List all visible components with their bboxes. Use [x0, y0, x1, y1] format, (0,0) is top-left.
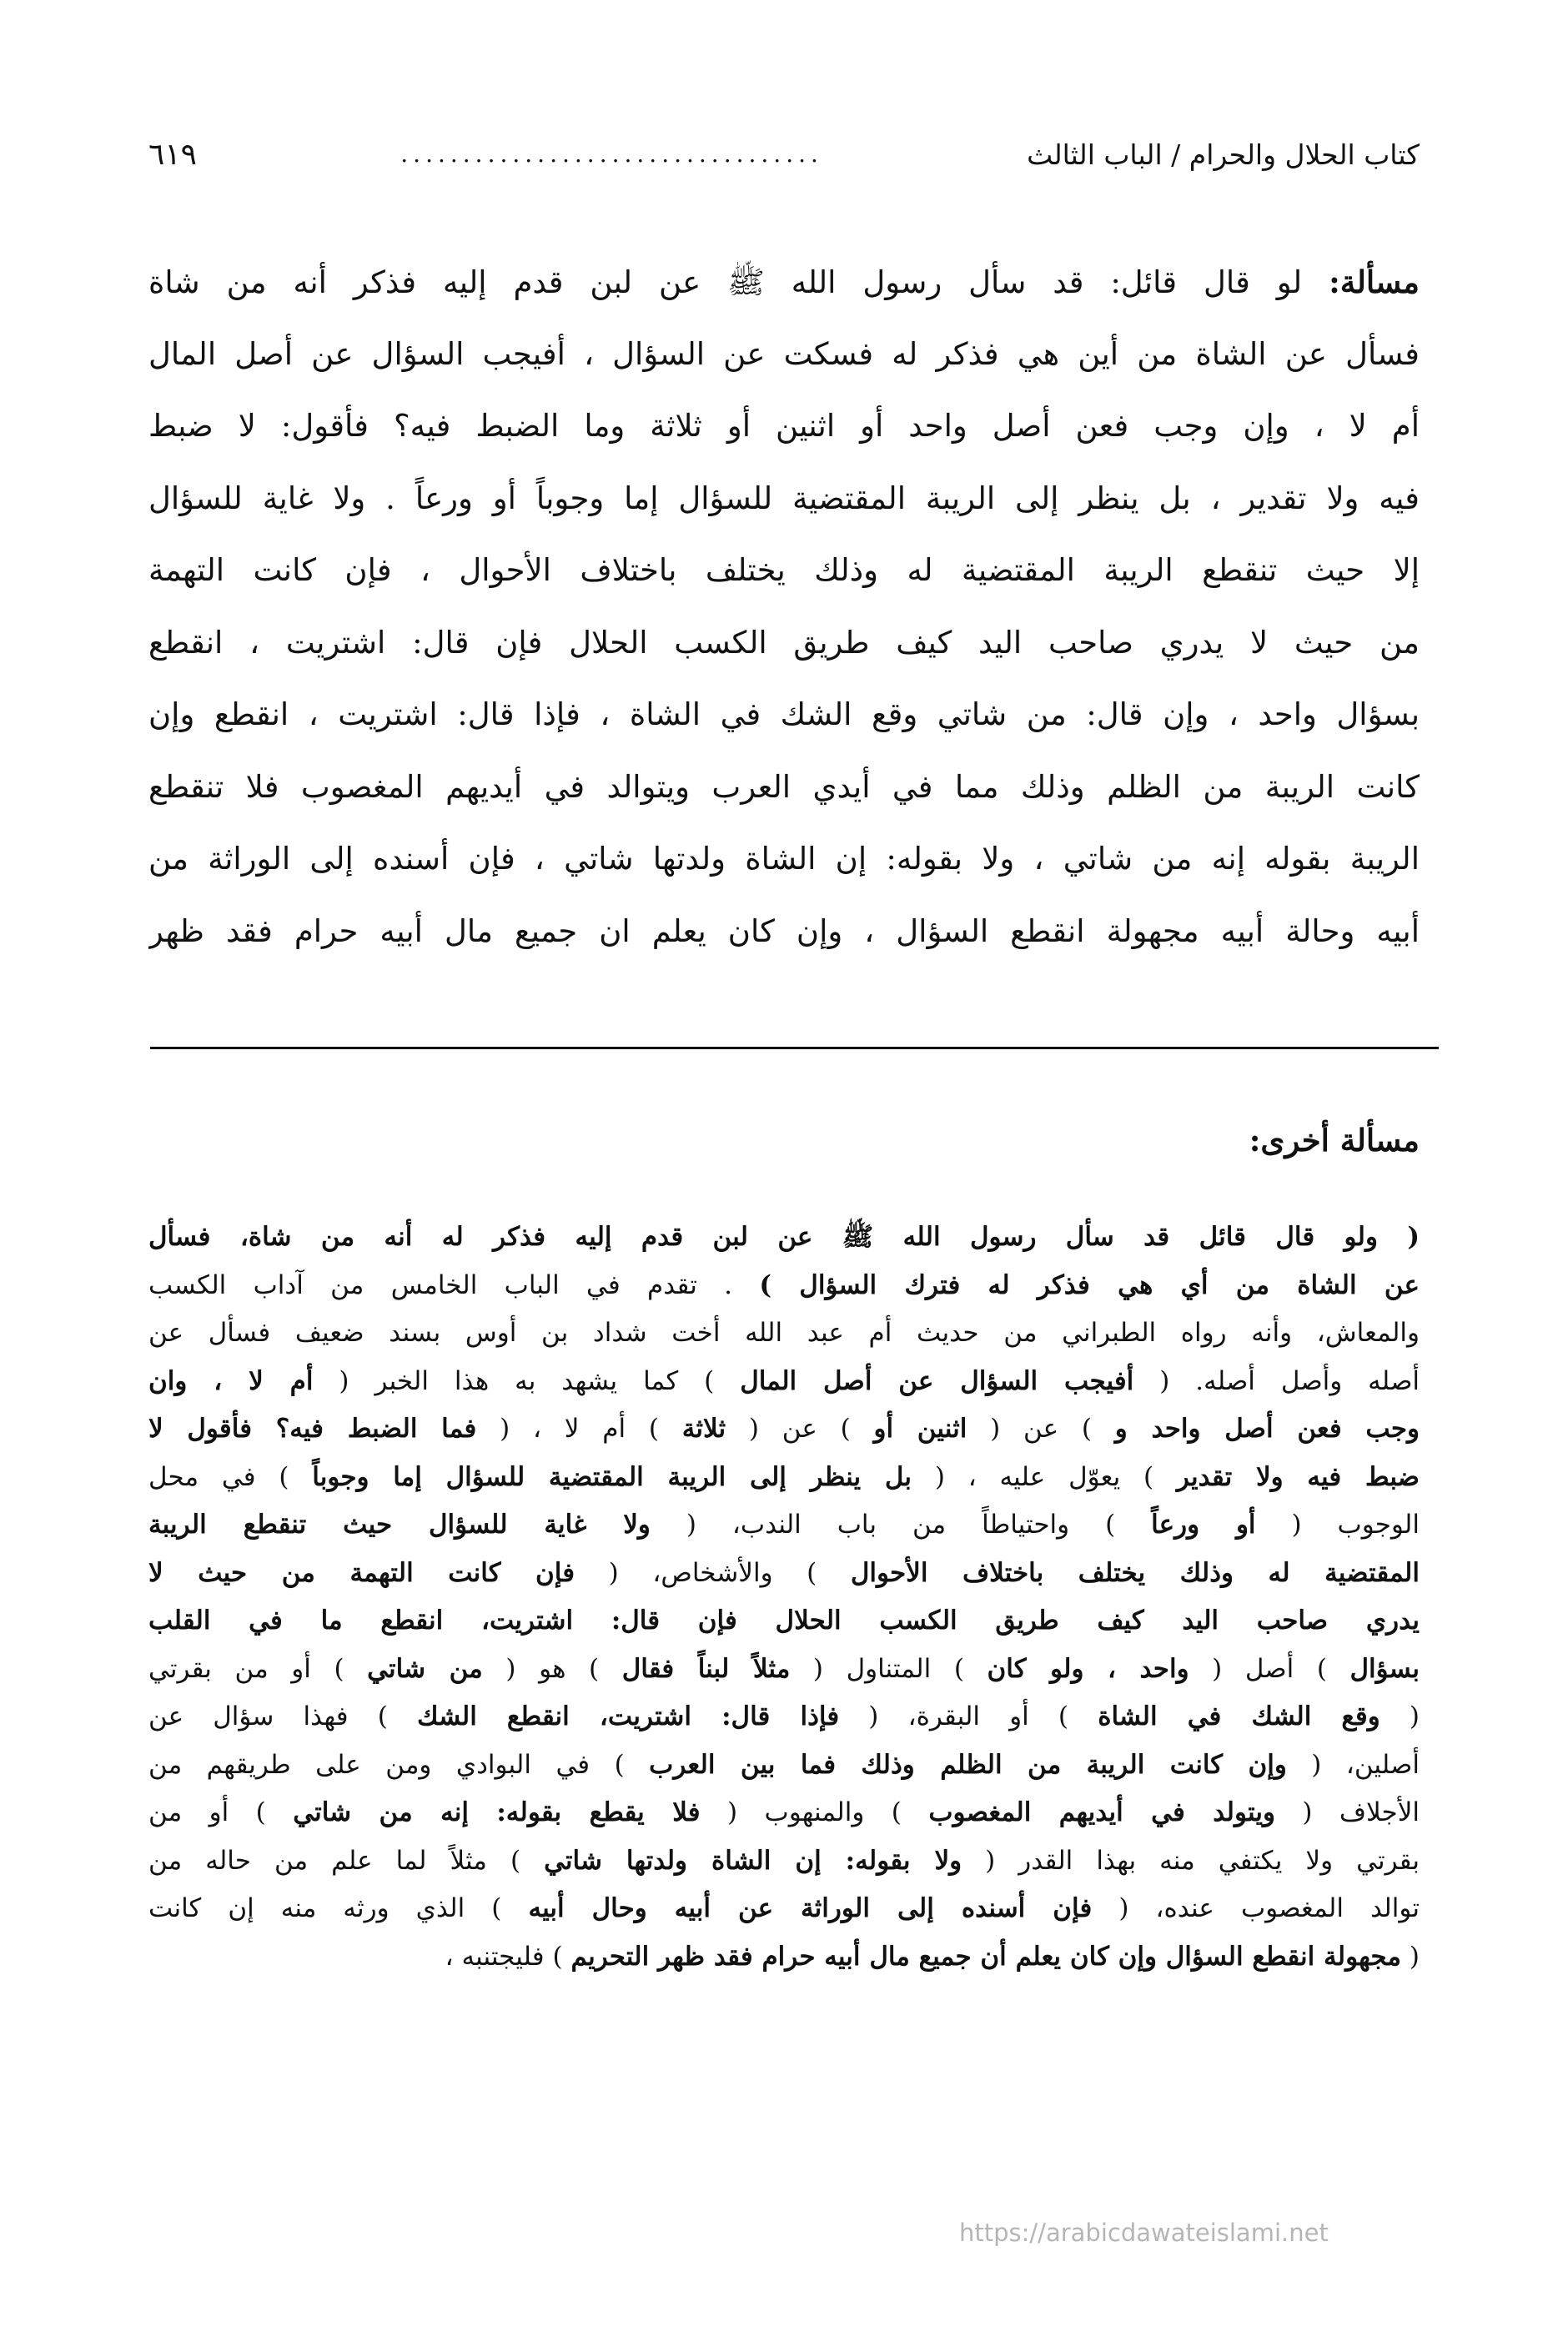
main-text-line: كانت الريبة من الظلم وذلك مما في أيدي العرب ويتوالد في أيديهم المغصوب فلا تنقطع [148, 768, 1420, 805]
commentary-line [148, 1597, 1420, 1646]
commentary-run: أصله وأصل أصله. ( [1133, 1365, 1420, 1396]
commentary-line [148, 1309, 1420, 1358]
watermark: https://arabicdawateislami.net [959, 2219, 1329, 2247]
commentary-line [148, 1214, 1420, 1262]
commentary-run: ( [1380, 1701, 1420, 1731]
commentary-run: ) أم لا ، ( [476, 1414, 682, 1444]
quoted-main-text: فإن أسنده إلى الوراثة عن أبيه وحال أبيه [528, 1893, 1093, 1923]
running-header [148, 125, 1420, 183]
footnote-separator [150, 1047, 1439, 1049]
quoted-main-text: أفيجب السؤال عن أصل المال [740, 1365, 1134, 1396]
quoted-main-text: بل ينظر إلى الريبة المقتضية للسؤال إما وجوباً [312, 1461, 912, 1492]
commentary-text [148, 1214, 1420, 1981]
commentary-line [148, 1933, 1420, 1982]
main-text-line: إلا حيث تنقطع الريبة المقتضية له وذلك يختلف باختلاف الأحوال ، فإن كانت التهمة [148, 552, 1420, 588]
main-text-line [148, 246, 1420, 319]
main-text-line: أم لا ، وإن وجب فعن أصل واحد أو اثنين أو ثلاثة وما الضبط فيه؟ فأقول: لا ضبط [148, 408, 1420, 444]
main-text-line: من حيث لا يدري صاحب اليد كيف طريق الكسب الحلال فإن قال: اشتريت ، انقطع [148, 624, 1420, 661]
commentary-line [148, 1885, 1420, 1933]
commentary-line [148, 1837, 1420, 1886]
quoted-main-text: أو ورعاً [1151, 1510, 1256, 1540]
commentary-run: والمعاش، وأنه رواه الطبراني من حديث أم عبد الله أخت شداد بن أوس بسند ضعيف فسأل عن [148, 1318, 1420, 1348]
commentary-line [148, 1693, 1420, 1741]
header-title: كتاب الحلال والحرام / الباب الثالث [1027, 138, 1420, 171]
main-text-line-content: لو قال قائل: قد سأل رسول الله ﷺ عن لبن قدم إليه فذكر أنه من شاة [148, 264, 1329, 300]
quoted-main-text: وقع الشك في الشاة [1098, 1701, 1380, 1731]
page-number: ٦١٩ [148, 137, 198, 172]
commentary-run: ) أو من [148, 1797, 294, 1827]
commentary-line [148, 1501, 1420, 1550]
commentary-line [148, 1358, 1420, 1406]
commentary-line [148, 1741, 1420, 1790]
commentary-run: ) عن ( [726, 1414, 874, 1444]
quoted-main-text: فإن كانت التهمة من حيث لا [148, 1557, 575, 1588]
commentary-run: ) المتناول ( [790, 1653, 988, 1684]
quoted-main-text: مثلاً لبناً فقال [621, 1653, 791, 1684]
main-text-line: الريبة بقوله إنه من شاتي ، ولا بقوله: إن الشاة ولدتها شاتي ، فإن أسنده إلى الوراثة من [148, 841, 1420, 877]
commentary-run: ) هو ( [482, 1653, 622, 1684]
commentary-run: ) يعوّل عليه ، ( [912, 1461, 1177, 1492]
quoted-main-text: بسؤال [1349, 1653, 1420, 1684]
commentary-run: ) الذي ورثه منه إن كانت [148, 1893, 529, 1923]
commentary-run: ) مثلاً لما علم من حاله من [148, 1845, 545, 1876]
quoted-main-text: فإذا قال: اشتريت، انقطع الشك [416, 1701, 840, 1731]
quoted-main-text: ( ولو قال قائل قد سأل رسول الله ﷺ عن لبن قدم إليه فذكر له أنه من شاة، فسأل [148, 1222, 1420, 1252]
commentary-heading: مسألة أخرى: [1249, 1122, 1420, 1158]
commentary-run: ) فهذا سؤال عن [148, 1701, 417, 1731]
commentary-line [148, 1646, 1420, 1694]
quoted-main-text: فلا يقطع بقوله: إنه من شاتي [293, 1797, 701, 1827]
commentary-run: . تقدم في الباب الخامس من آداب الكسب [148, 1269, 760, 1300]
commentary-run: الأجلاف ( [1274, 1797, 1420, 1827]
commentary-run: بقرتي ولا يكتفي منه بهذا القدر ( [962, 1845, 1420, 1876]
commentary-run: الوجوب ( [1255, 1510, 1420, 1540]
commentary-run: ) في محل [148, 1461, 313, 1492]
main-text-line: فسأل عن الشاة من أين هي فذكر له فسكت عن السؤال ، أفيجب السؤال عن أصل المال [148, 335, 1420, 372]
commentary-run: ) واحتياطاً من باب الندب، ( [650, 1510, 1152, 1540]
quoted-main-text: واحد ، ولو كان [987, 1653, 1189, 1684]
header-dot-leader: .................................. [400, 143, 823, 166]
commentary-line [148, 1262, 1420, 1310]
quoted-main-text: المقتضية له وذلك يختلف باختلاف الأحوال [850, 1557, 1420, 1588]
commentary-run: ) في البوادي ومن على طريقهم من [148, 1749, 650, 1780]
quoted-main-text: ولا غاية للسؤال حيث تنقطع الريبة [148, 1510, 651, 1540]
commentary-run: ) والأشخاص، ( [575, 1557, 851, 1588]
main-text-line: بسؤال واحد ، وإن قال: من شاتي وقع الشك في الشاة ، فإذا قال: اشتريت ، انقطع وإن [148, 696, 1420, 732]
quoted-main-text: ولا بقوله: إن الشاة ولدتها شاتي [544, 1845, 962, 1876]
quoted-main-text: فما الضبط فيه؟ فأقول لا [148, 1414, 477, 1444]
commentary-run: ) كما يشهد به هذا الخبر ( [313, 1365, 741, 1396]
quoted-main-text: أم لا ، وان [148, 1365, 314, 1396]
quoted-main-text: من شاتي [367, 1653, 483, 1684]
commentary-run: أصلين، ( [1286, 1749, 1420, 1780]
quoted-main-text: اثنين أو [873, 1414, 967, 1444]
main-text-line: أبيه وحالة أبيه مجهولة انقطع السؤال ، وإن كان يعلم ان جميع مال أبيه حرام فقد ظهر [148, 912, 1420, 949]
quoted-main-text: ويتولد في أيديهم المغصوب [928, 1797, 1275, 1827]
quoted-main-text: عن الشاة من أي هي فذكر له فترك السؤال ) [759, 1269, 1420, 1300]
quoted-main-text: ضبط فيه ولا تقدير [1176, 1461, 1420, 1492]
main-text [148, 246, 1420, 967]
commentary-run: ) أصل ( [1189, 1653, 1350, 1684]
commentary-line [148, 1405, 1420, 1454]
commentary-line [148, 1789, 1420, 1837]
commentary-run: ) أو البقرة، ( [839, 1701, 1098, 1731]
commentary-line [148, 1550, 1420, 1598]
quoted-main-text: مجهولة انقطع السؤال وإن كان يعلم أن جميع مال أبيه حرام فقد ظهر التحريم [570, 1941, 1402, 1972]
commentary-run: ) أو من بقرتي [148, 1653, 368, 1684]
commentary-run: ) عن ( [967, 1414, 1115, 1444]
quoted-main-text: وإن كانت الريبة من الظلم وذلك فما بين العرب [649, 1749, 1287, 1780]
commentary-run: ( [1401, 1941, 1420, 1972]
main-lead-word: مسألة: [1329, 264, 1420, 300]
commentary-run: توالد المغصوب عنده، ( [1092, 1893, 1420, 1923]
main-text-line: فيه ولا تقدير ، بل ينظر إلى الريبة المقتضية للسؤال إما وجوباً أو ورعاً . ولا غاية للسؤال [148, 480, 1420, 516]
quoted-main-text: ثلاثة [681, 1414, 726, 1444]
commentary-run: ) والمنهوب ( [700, 1797, 929, 1827]
quoted-main-text: وجب فعن أصل واحد و [1114, 1414, 1420, 1444]
commentary-line [148, 1454, 1420, 1502]
commentary-run: ) فليجتنبه ، [445, 1941, 571, 1972]
quoted-main-text: يدري صاحب اليد كيف طريق الكسب الحلال فإن قال: اشتريت، انقطع ما في القلب [148, 1606, 1420, 1636]
